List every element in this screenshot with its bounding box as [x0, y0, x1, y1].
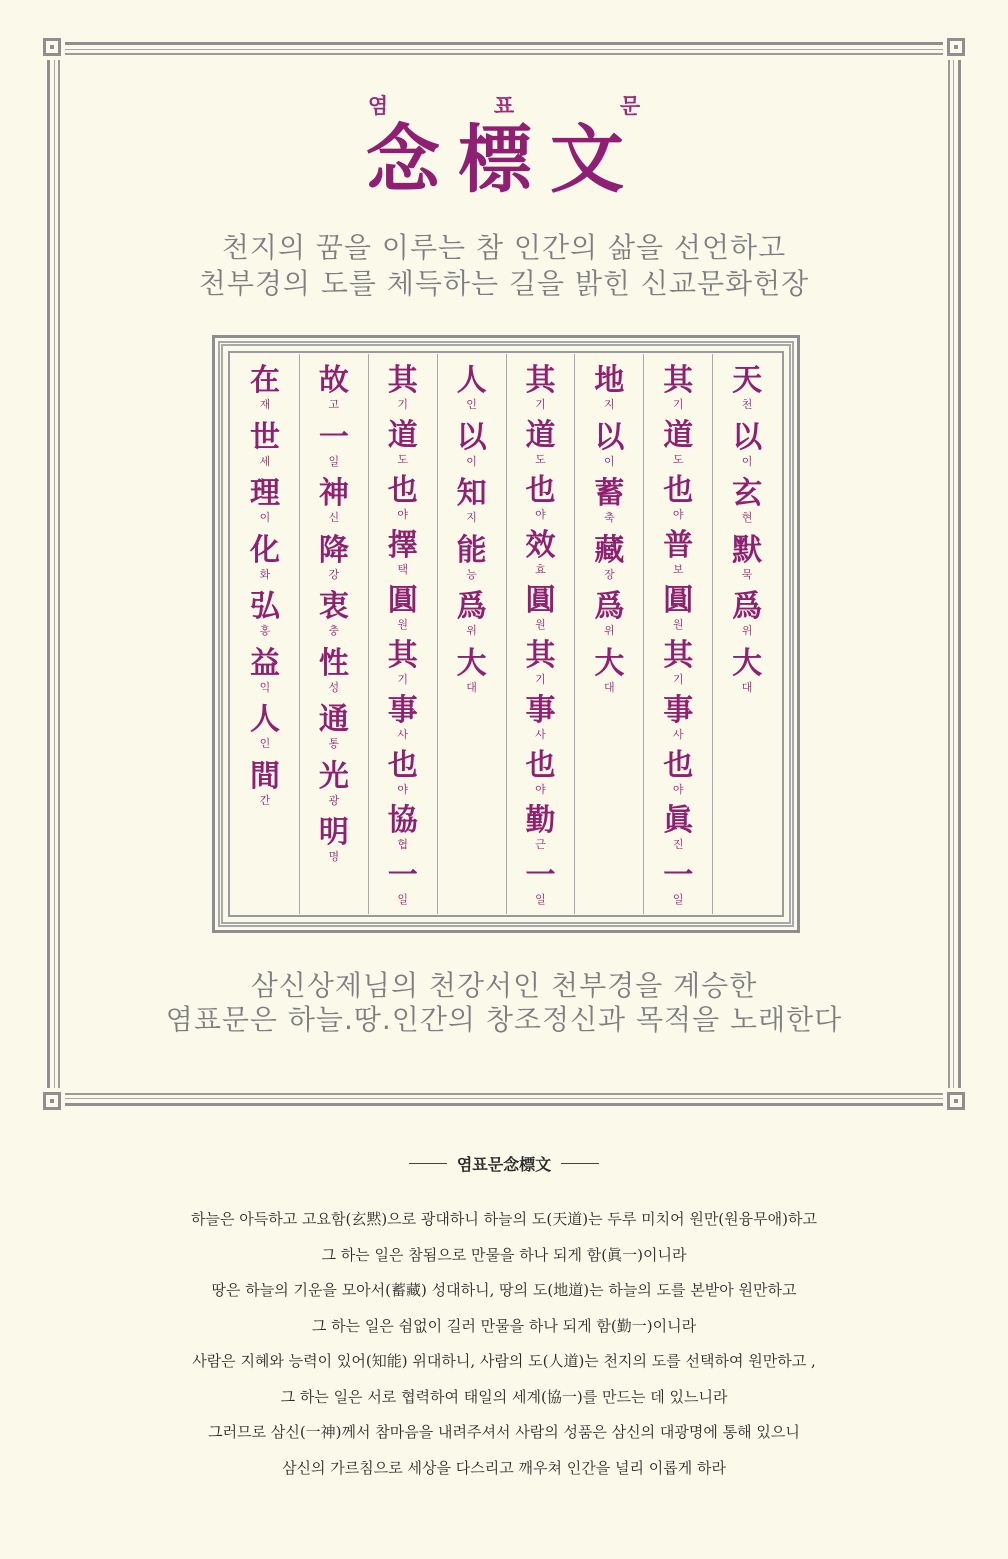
- corner-ornament: [39, 34, 65, 60]
- hangul-reading: 일: [535, 893, 546, 906]
- hangul-reading: 현: [741, 511, 753, 524]
- hangul-reading: 야: [397, 508, 408, 521]
- hangul-reading: 야: [397, 783, 408, 796]
- hanja-char: 其: [525, 363, 556, 398]
- hangul-reading: 신: [328, 511, 340, 524]
- verse-cell: [525, 364, 555, 419]
- hangul-reading: 대: [741, 680, 753, 694]
- verse-cell: [594, 477, 624, 534]
- heading-rule: [561, 1163, 599, 1164]
- hanja-char: 蓄: [594, 476, 625, 511]
- hangul-reading: 묵: [741, 567, 753, 581]
- hangul-reading: 강: [328, 567, 340, 581]
- intro-line: 천지의 꿈을 이루는 참 인간의 삶을 선언하고: [221, 231, 787, 264]
- hangul-reading: 야: [672, 508, 684, 521]
- verse-cell: [388, 474, 418, 529]
- hanja-char: 人: [456, 363, 487, 398]
- hangul-reading: 통: [328, 737, 340, 750]
- verse-cell: [457, 647, 487, 704]
- verse-cell: [250, 477, 280, 534]
- hangul-reading: 기: [672, 673, 684, 686]
- verse-cell: [525, 584, 555, 639]
- hanja-char: 性: [318, 645, 349, 681]
- hangul-reading: 기: [397, 673, 408, 686]
- verse-cell: [388, 749, 418, 804]
- hangul-reading: 근: [535, 838, 546, 851]
- hanja-char: 其: [663, 363, 694, 398]
- hanja-char: 其: [663, 638, 694, 673]
- hangul-reading: 야: [672, 783, 684, 796]
- verse-cell: [250, 647, 280, 704]
- hangul-reading: 익: [259, 680, 271, 694]
- verse-cell: [319, 760, 349, 817]
- verse-cell: [319, 816, 349, 873]
- hangul-reading: 지: [603, 398, 615, 411]
- hanja-char: 爲: [456, 589, 487, 624]
- hangul-reading: 일: [672, 893, 684, 906]
- corner-ornament: [943, 34, 969, 60]
- hanja-char: 天: [732, 363, 763, 398]
- verse-column: [574, 354, 643, 914]
- outro-line: 염표문은 하늘.땅.인간의 창조정신과 목적을 노래한다: [165, 1003, 843, 1036]
- hanja-char: 眞: [663, 803, 694, 838]
- verse-cell: [663, 474, 693, 529]
- verse-cell: [525, 639, 555, 694]
- hangul-reading: 고: [328, 398, 340, 411]
- verse-cell: [319, 703, 349, 760]
- verse-cell: [457, 534, 487, 591]
- hanja-char: 圓: [387, 583, 418, 618]
- hanja-char: 世: [249, 419, 280, 455]
- hangul-reading: 명: [328, 850, 340, 863]
- hangul-reading: 세: [259, 454, 271, 468]
- hangul-reading: 간: [259, 793, 271, 807]
- verse-column: [368, 354, 437, 914]
- verse-cell: [388, 639, 418, 694]
- hangul-reading: 택: [397, 563, 408, 576]
- hangul-reading: 협: [397, 838, 408, 851]
- hanja-char: 也: [525, 748, 556, 783]
- verse-cell: [388, 859, 418, 914]
- verse-cell: [663, 804, 693, 859]
- hanja-char: 光: [318, 758, 349, 794]
- hangul-reading: 장: [603, 567, 615, 581]
- verse-cell: [525, 474, 555, 529]
- verse-cell: [457, 590, 487, 647]
- hangul-reading: 인: [466, 398, 477, 411]
- verse-cell: [457, 421, 487, 478]
- hanja-char: 其: [387, 638, 418, 673]
- verse-cell: [732, 590, 762, 647]
- translation-line: 그 하는 일은 참됨으로 만물을 하나 되게 함(眞一)이니라: [321, 1245, 687, 1264]
- hanja-char: 大: [456, 645, 487, 681]
- translation-line: 그 하는 일은 서로 협력하여 태일의 세계(協一)를 만드는 데 있느니라: [280, 1387, 728, 1406]
- hanja-char: 理: [249, 476, 280, 511]
- verse-cell: [250, 364, 280, 421]
- hanja-char: 降: [318, 532, 349, 568]
- verse-cell: [388, 364, 418, 419]
- hanja-char: 玄: [732, 476, 763, 511]
- hangul-reading: 능: [466, 567, 477, 581]
- hanja-char: 以: [456, 419, 487, 455]
- hangul-reading: 도: [397, 453, 408, 466]
- verse-cell: [319, 534, 349, 591]
- verse-cell: [663, 584, 693, 639]
- hanja-char: 道: [663, 418, 694, 453]
- verse-column: [437, 354, 506, 914]
- hangul-reading: 충: [328, 624, 340, 637]
- verse-cell: [732, 477, 762, 534]
- hangul-reading: 기: [535, 398, 546, 411]
- section-heading: [0, 1152, 1008, 1175]
- hanja-char: 明: [318, 815, 349, 850]
- hangul-reading: 사: [397, 728, 408, 741]
- hanja-char: 勤: [525, 803, 556, 838]
- hanja-char: 也: [387, 748, 418, 783]
- verse-column: [506, 354, 575, 914]
- translation-line: 사람은 지혜와 능력이 있어(知能) 위대하니, 사람의 도(人道)는 천지의 도를 선택하여 원만하고 ,: [192, 1352, 816, 1370]
- hangul-reading: 기: [672, 398, 684, 411]
- verse-columns: [231, 354, 781, 914]
- translation-line: 그러므로 삼신(一神)께서 참마음을 내려주셔서 사람의 성품은 삼신의 대광명에 통해 있으니: [208, 1423, 800, 1441]
- outro-line: 삼신상제님의 천강서인 천부경을 계승한: [250, 969, 758, 1002]
- hanja-char: 協: [387, 803, 418, 838]
- verse-cell: [319, 421, 349, 478]
- hangul-reading: 천: [741, 398, 753, 411]
- hanja-char: 其: [525, 638, 556, 673]
- translation-line: 삼신의 가르침으로 세상을 다스리고 깨우쳐 인간을 널리 이롭게 하라: [282, 1458, 726, 1477]
- verse-cell: [388, 419, 418, 474]
- hanja-char: 效: [525, 528, 556, 563]
- verse-cell: [732, 534, 762, 591]
- translation-line: 그 하는 일은 쉼없이 길러 만물을 하나 되게 함(勤一)이니라: [311, 1316, 697, 1335]
- title-reading-char: 문: [619, 94, 641, 118]
- translation-line: 땅은 하늘의 기운을 모아서(蓄藏) 성대하니, 땅의 도(地道)는 하늘의 도를 본받아 원만하고: [211, 1281, 797, 1299]
- page-title: 念標文: [366, 117, 642, 203]
- hanja-char: 大: [732, 645, 763, 681]
- hanja-char: 神: [318, 476, 349, 511]
- hangul-reading: 야: [535, 508, 546, 521]
- verse-cell: [250, 534, 280, 591]
- verse-cell: [663, 419, 693, 474]
- hanja-char: 普: [663, 528, 694, 563]
- verse-cell: [250, 760, 280, 817]
- verse-cell: [594, 364, 624, 421]
- hangul-reading: 원: [535, 618, 546, 631]
- verse-cell: [663, 694, 693, 749]
- verse-cell: [388, 804, 418, 859]
- verse-cell: [525, 529, 555, 584]
- hanja-char: 衷: [318, 589, 349, 624]
- hanja-char: 人: [249, 702, 280, 737]
- verse-cell: [525, 804, 555, 859]
- verse-cell: [388, 694, 418, 749]
- hanja-char: 事: [525, 693, 556, 728]
- hanja-char: 圓: [525, 583, 556, 618]
- verse-cell: [319, 647, 349, 704]
- verse-cell: [250, 421, 280, 478]
- hangul-reading: 사: [672, 728, 684, 741]
- hanja-char: 道: [525, 418, 556, 453]
- hangul-reading: 진: [672, 838, 684, 851]
- hangul-reading: 재: [259, 398, 271, 411]
- verse-cell: [525, 749, 555, 804]
- hangul-reading: 일: [328, 454, 340, 468]
- hangul-reading: 대: [603, 680, 615, 694]
- corner-ornament: [943, 1088, 969, 1114]
- hangul-reading: 위: [741, 624, 753, 637]
- verse-cell: [663, 749, 693, 804]
- hangul-reading: 화: [259, 567, 271, 581]
- verse-cell: [663, 364, 693, 419]
- hanja-char: 爲: [594, 589, 625, 624]
- verse-cell: [594, 590, 624, 647]
- hanja-char: 通: [318, 702, 349, 737]
- hanja-char: 也: [387, 473, 418, 508]
- hangul-reading: 야: [535, 783, 546, 796]
- verse-cell: [732, 421, 762, 478]
- hanja-char: 知: [456, 476, 487, 511]
- verse-panel: [212, 335, 800, 933]
- verse-column: [712, 354, 781, 914]
- hangul-reading: 이: [259, 511, 271, 524]
- hangul-reading: 도: [672, 453, 684, 466]
- verse-cell: [250, 703, 280, 760]
- verse-cell: [732, 364, 762, 421]
- verse-cell: [525, 419, 555, 474]
- hanja-char: 地: [594, 363, 625, 398]
- hangul-reading: 홍: [259, 624, 271, 637]
- hanja-char: 其: [387, 363, 418, 398]
- verse-cell: [388, 584, 418, 639]
- hanja-char: 事: [663, 693, 694, 728]
- verse-cell: [388, 529, 418, 584]
- section-heading-text: 염표문念標文: [456, 1155, 552, 1174]
- verse-cell: [594, 647, 624, 704]
- verse-cell: [319, 364, 349, 421]
- title-reading-char: 염: [367, 94, 389, 118]
- hanja-char: 也: [663, 748, 694, 783]
- hanja-char: 化: [249, 532, 280, 568]
- corner-ornament: [39, 1088, 65, 1114]
- hangul-reading: 이: [466, 454, 477, 468]
- verse-cell: [319, 477, 349, 534]
- verse-cell: [525, 859, 555, 914]
- verse-cell: [663, 639, 693, 694]
- verse-cell: [663, 859, 693, 914]
- title-reading-char: 표: [493, 94, 515, 118]
- hanja-char: 間: [249, 758, 280, 794]
- hanja-char: 默: [732, 532, 763, 568]
- hangul-reading: 성: [328, 680, 340, 694]
- hanja-char: 以: [732, 419, 763, 455]
- hangul-reading: 보: [672, 563, 684, 576]
- hanja-char: 大: [594, 645, 625, 681]
- hangul-reading: 기: [397, 398, 408, 411]
- hanja-char: 也: [663, 473, 694, 508]
- hanja-char: 以: [594, 419, 625, 455]
- hangul-reading: 인: [259, 737, 271, 750]
- hangul-reading: 위: [466, 624, 477, 637]
- hangul-reading: 위: [603, 624, 615, 637]
- hangul-reading: 이: [741, 454, 753, 468]
- verse-cell: [457, 364, 487, 421]
- verse-column: [299, 354, 368, 914]
- verse-cell: [457, 477, 487, 534]
- hangul-reading: 효: [535, 563, 546, 576]
- hanja-char: 能: [456, 532, 487, 568]
- verse-cell: [663, 529, 693, 584]
- hangul-reading: 기: [535, 673, 546, 686]
- hangul-reading: 사: [535, 728, 546, 741]
- hanja-char: 事: [387, 693, 418, 728]
- hangul-reading: 이: [603, 454, 615, 468]
- hanja-char: 擇: [387, 528, 418, 563]
- translation-line: 하늘은 아득하고 고요함(玄黙)으로 광대하니 하늘의 도(天道)는 두루 미치어 원만(원융무애)하고: [191, 1210, 817, 1228]
- hanja-char: 故: [318, 363, 349, 398]
- hangul-reading: 일: [397, 893, 408, 906]
- hanja-char: 也: [525, 473, 556, 508]
- hangul-reading: 도: [535, 453, 546, 466]
- hanja-char: 弘: [249, 589, 280, 624]
- verse-column: [231, 354, 299, 914]
- heading-rule: [409, 1163, 447, 1164]
- verse-cell: [250, 590, 280, 647]
- hangul-reading: 원: [672, 618, 684, 631]
- hangul-reading: 지: [466, 511, 477, 524]
- hanja-char: 一: [663, 858, 694, 893]
- hanja-char: 一: [525, 858, 556, 893]
- hanja-char: 爲: [732, 589, 763, 624]
- hanja-char: 在: [249, 363, 280, 398]
- hangul-reading: 원: [397, 618, 408, 631]
- hanja-char: 藏: [594, 532, 625, 568]
- verse-cell: [319, 590, 349, 647]
- intro-line: 천부경의 도를 체득하는 길을 밝힌 신교문화헌장: [198, 267, 810, 300]
- verse-column: [643, 354, 712, 914]
- hanja-char: 一: [387, 858, 418, 893]
- hanja-char: 道: [387, 418, 418, 453]
- hanja-char: 一: [318, 419, 349, 455]
- verse-cell: [594, 534, 624, 591]
- hangul-reading: 축: [603, 511, 615, 524]
- hanja-char: 益: [249, 645, 280, 681]
- hanja-char: 圓: [663, 583, 694, 618]
- verse-cell: [594, 421, 624, 478]
- hangul-reading: 광: [328, 793, 340, 807]
- hangul-reading: 대: [466, 680, 477, 694]
- verse-cell: [732, 647, 762, 704]
- verse-cell: [525, 694, 555, 749]
